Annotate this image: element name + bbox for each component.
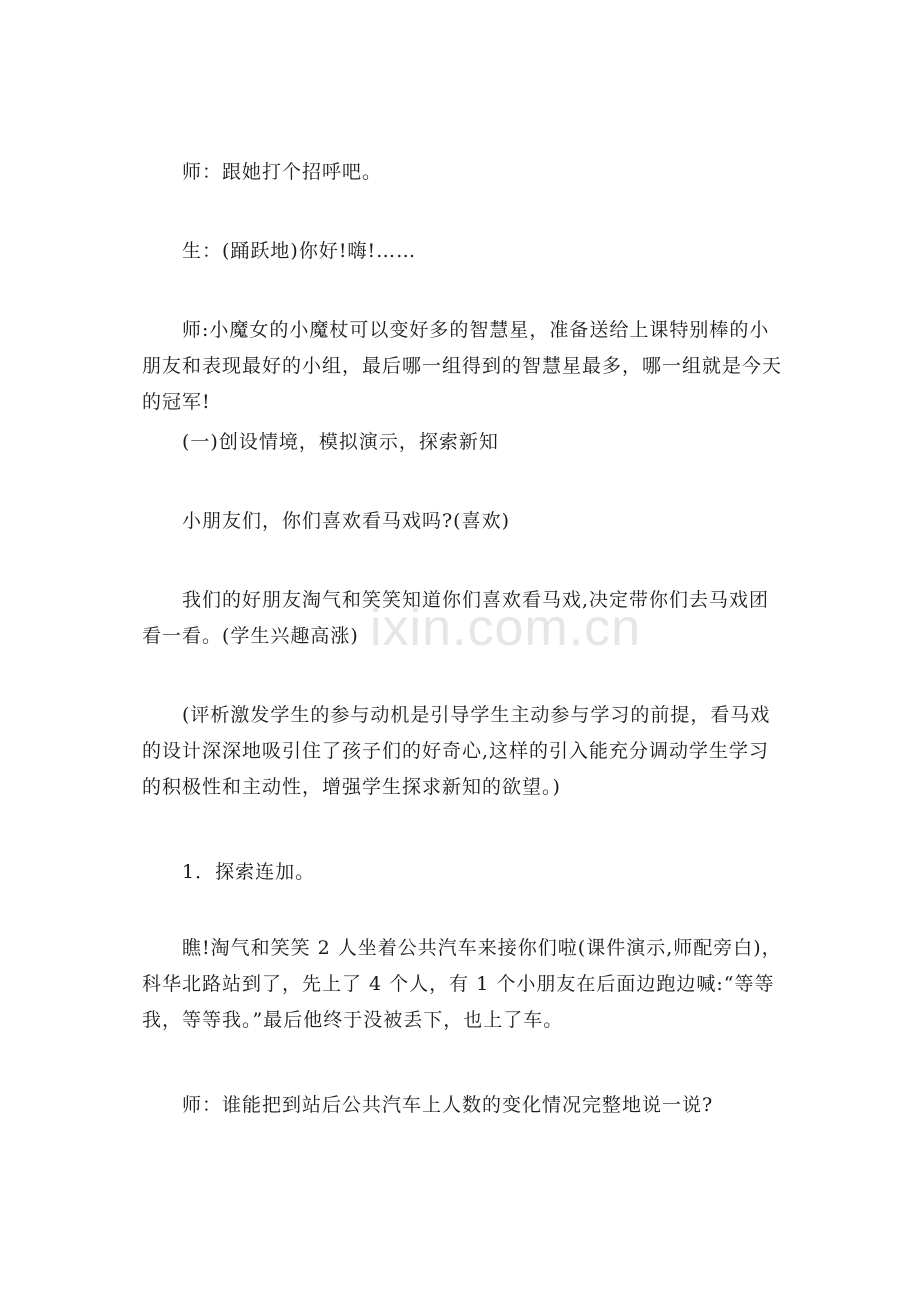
paragraph-magic-wand: 师:小魔女的小魔杖可以变好多的智慧星，准备送给上课特别棒的小朋友和表现最好的小组，最后哪一组得到的智慧星最多，哪一组就是今天的冠军! xyxy=(142,319,783,413)
paragraph-commentary: (评析激发学生的参与动机是引导学生主动参与学习的前提，看马戏的设计深深地吸引住了孩子们的好奇心,这样的引入能充分调动学生学习的积极性和主动性，增强学生探求新知的欲望。) xyxy=(142,704,771,798)
paragraph-good-friends: 我们的好朋友淘气和笑笑知道你们喜欢看马戏,决定带你们去马戏团看一看。(学生兴趣高涨) xyxy=(142,589,770,647)
paragraph-teacher-greeting: 师：跟她打个招呼吧。 xyxy=(182,161,383,183)
paragraph-circus-question: 小朋友们，你们喜欢看马戏吗?(喜欢) xyxy=(182,510,511,532)
section-heading: (一)创设情境，模拟演示，探索新知 xyxy=(182,431,499,453)
paragraph-teacher-question: 师：谁能把到站后公共汽车上人数的变化情况完整地说一说? xyxy=(182,1094,714,1116)
paragraph-explore-addition: 1．探索连加。 xyxy=(182,861,316,883)
paragraph-student-reply: 生：(踊跃地)你好!嗨!…… xyxy=(182,240,417,262)
paragraph-bus-story: 瞧!淘气和笑笑 2 人坐着公共汽车来接你们啦(课件演示,师配旁白)，科华北路站到了，先上了 4 个人，有 1 个小朋友在后面边跑边喊:“等等我，等等我。”最后他终于没被丢下，也上了车。 xyxy=(142,937,782,1031)
watermark: ixin.com.cn xyxy=(370,599,642,657)
